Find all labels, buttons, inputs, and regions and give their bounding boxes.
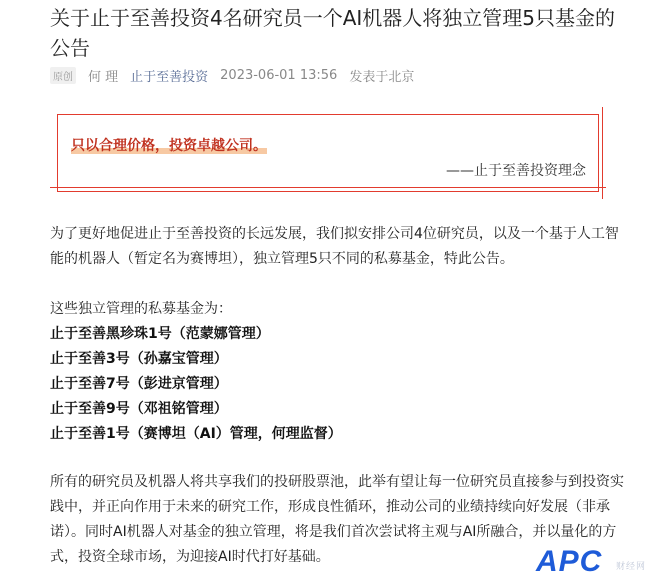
motto-highlight: 只以合理价格，投资卓越公司。 [71, 138, 267, 154]
fund-list-item: 止于至善7号（彭进京管理） [50, 376, 228, 392]
author-name: 何 理 [88, 69, 119, 85]
fund-list-item: 止于至善黑珍珠1号（范蒙娜管理） [50, 326, 270, 342]
fund-list-item: 止于至善3号（孙嘉宝管理） [50, 351, 228, 367]
quote-box-decor-horizontal [50, 187, 606, 188]
fund-list-item: 止于至善9号（邓祖铭管理） [50, 401, 228, 417]
watermark-subtext: 财经网 [616, 561, 646, 571]
article-title: 关于止于至善投资4名研究员一个AI机器人将独立管理5只基金的公告 [50, 6, 616, 60]
funds-intro-paragraph: 这些独立管理的私募基金为： [50, 301, 232, 317]
fund-list [50, 322, 342, 447]
article-meta [50, 65, 414, 85]
account-link[interactable]: 止于至善投资 [130, 69, 209, 85]
quote-box-decor-vertical [602, 107, 603, 199]
fund-list-item: 止于至善1号（赛博坦（AI）管理，何理监督） [50, 426, 342, 442]
original-badge: 原创 [50, 67, 76, 84]
motto-quote-box [57, 114, 599, 192]
closing-paragraph: 所有的研究员及机器人将共享我们的投研股票池，此举有望让每一位研究员直接参与到投资实践中，并正向作用于未来的研究工作，形成良性循环，推动公司的业绩持续向好发展（非承诺）。同时AI机器人对基金的独立管理，将是我们首次尝试将主观与AI所融合，并以量化的方式，投资全球市场，为迎接AI时代打好基础。 [50, 474, 624, 565]
publish-location: 发表于北京 [349, 69, 415, 85]
publish-datetime: 2023-06-01 13:56 [220, 67, 338, 83]
apc-watermark-logo [536, 545, 646, 579]
motto-text [71, 135, 267, 155]
watermark-logo-text: APC [536, 545, 603, 578]
intro-paragraph: 为了更好地促进止于至善投资的长远发展，我们拟安排公司4位研究员，以及一个基于人工智能的机器人（暂定名为赛博坦），独立管理5只不同的私募基金，特此公告。 [50, 226, 619, 267]
motto-signature: ——止于至善投资理念 [446, 163, 586, 179]
